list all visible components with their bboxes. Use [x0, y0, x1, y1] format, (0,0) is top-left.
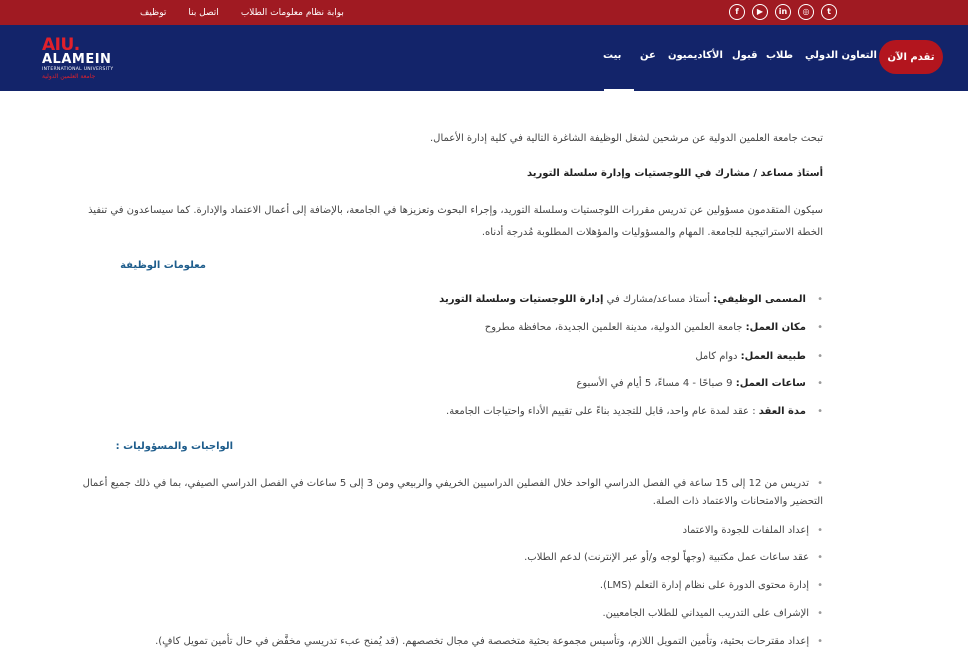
duty-item: • إعداد الملفات للجودة والاعتماد [683, 525, 823, 536]
social-links [729, 4, 837, 20]
job-info-heading: معلومات الوظيفة [120, 260, 206, 271]
duty-item: • الإشراف على التدريب الميداني للطلاب الجامعيين. [602, 608, 823, 619]
top-link-contact[interactable]: اتصل بنا [188, 7, 219, 18]
info-label: طبيعة العمل: [740, 351, 806, 362]
duty-item: • إعداد مقترحات بحثية، وتأمين التمويل اللازم، وتأسيس مجموعة بحثية متخصصة في مجال تخصصهم. (قد يُمنح عبء تدريسي مخفَّض في حال تأمين تمويل كافٍ). [155, 636, 823, 647]
info-item-job-title [439, 294, 823, 305]
info-label: المسمى الوظيفي: [713, 294, 806, 305]
description-line-1: سيكون المتقدمون مسؤولين عن تدريس مقررات اللوجستيات وسلسلة التوريد، وإجراء البحوث وتعزيزها في الجامعة، بالإضافة إلى أعمال الاعتماد والإدارة. كما سيساعدون في تنفيذ [88, 205, 823, 216]
info-label: مدة العقد [758, 406, 806, 417]
nav-admission[interactable]: قبول [732, 50, 758, 61]
top-link-jobs[interactable]: توظيف [140, 7, 167, 18]
linkedin-icon[interactable]: in [775, 4, 791, 20]
info-value: دوام كامل [695, 351, 738, 362]
info-item-location [485, 322, 823, 333]
youtube-icon[interactable]: ▶ [752, 4, 768, 20]
duties-heading: الواجبات والمسؤوليات : [115, 441, 233, 452]
logo-subtitle: INTERNATIONAL UNIVERSITY [42, 67, 114, 72]
twitter-icon[interactable]: t [821, 4, 837, 20]
info-label: ساعات العمل: [735, 378, 806, 389]
duty-item: • عقد ساعات عمل مكتبية (وجهاً لوجه و/أو عبر الإنترنت) لدعم الطلاب. [524, 552, 823, 563]
nav-about[interactable]: عن [640, 50, 656, 61]
logo-arabic: جامعة العلمين الدولية [42, 73, 96, 80]
info-item-contract [446, 406, 823, 417]
info-value: : عقد لمدة عام واحد، قابل للتجديد بناءً على تقييم الأداء واحتياجات الجامعة. [446, 406, 756, 417]
logo-mark: AIU. [42, 35, 80, 55]
logo-name: ALAMEIN [42, 52, 112, 67]
duty-teaching-line-2: التحضير والامتحانات والاعتماد ذات الصلة. [652, 496, 823, 507]
duty-teaching-line-1: • تدريس من 12 إلى 15 ساعة في الفصل الدراسي الواحد خلال الفصلين الدراسيين الخريفي والربيعي ومن 3 إلى 5 ساعات في الفصل الدراسي الصيفي، بما في ذلك جميع أعمال [83, 478, 823, 489]
nav-academics[interactable]: الأكاديميون [668, 50, 723, 61]
duty-item: • إدارة محتوى الدورة على نظام إدارة التعلم (LMS). [600, 580, 823, 591]
info-value: أستاذ مساعد/مشارك في [606, 294, 711, 305]
info-item-job-type [695, 351, 823, 362]
info-label: مكان العمل: [745, 322, 806, 333]
nav-home[interactable]: بيت [603, 50, 622, 61]
info-value: 9 صباحًا - 4 مساءً، 5 أيام في الأسبوع [576, 378, 733, 389]
main-header [0, 25, 968, 91]
nav-international-cooperation[interactable]: التعاون الدولي [805, 50, 877, 61]
job-title-heading: أستاذ مساعد / مشارك في اللوجستيات وإدارة سلسلة التوريد [527, 168, 823, 179]
info-item-hours [576, 378, 823, 389]
nav-active-indicator [604, 89, 634, 91]
university-logo[interactable] [42, 37, 122, 80]
info-value: جامعة العلمين الدولية، مدينة العلمين الجديدة، محافظة مطروح [484, 322, 743, 333]
description-line-2: الخطة الاستراتيجية للجامعة. المهام والمسؤوليات والمؤهلات المطلوبة مُدرجة أدناه. [481, 227, 823, 238]
apply-now-button[interactable]: تقدم الآن [879, 40, 943, 74]
info-value-bold: إدارة اللوجستيات وسلسلة التوريد [439, 294, 604, 305]
facebook-icon[interactable]: f [729, 4, 745, 20]
instagram-icon[interactable]: ◎ [798, 4, 814, 20]
nav-students[interactable]: طلاب [766, 50, 794, 61]
intro-text: تبحث جامعة العلمين الدولية عن مرشحين لشغل الوظيفة الشاغرة التالية في كلية إدارة الأعمال. [430, 133, 823, 144]
top-link-sis-portal[interactable]: بوابة نظام معلومات الطلاب [240, 7, 344, 18]
